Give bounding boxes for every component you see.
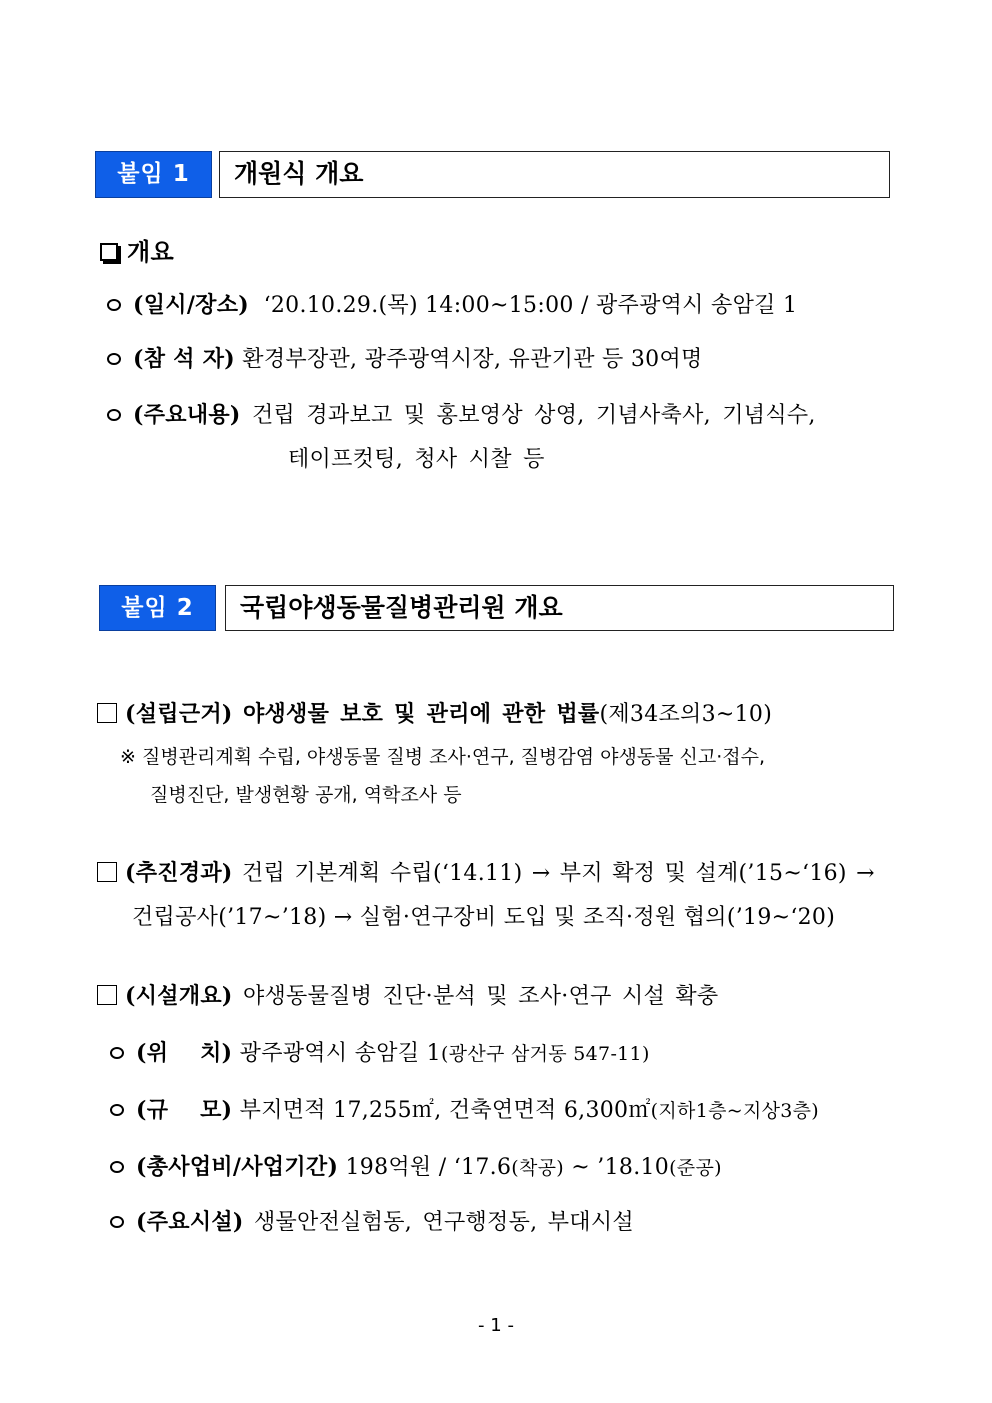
circle-bullet-icon xyxy=(107,409,121,421)
square-bullet-icon xyxy=(97,862,117,882)
circle-bullet-icon xyxy=(107,353,121,365)
sub-text: 광주광역시 송암길 1 xyxy=(239,1041,441,1066)
sub-text-b: ~ ’18.10 xyxy=(563,1155,670,1180)
attachment-tag-2: 붙임 2 xyxy=(99,585,216,631)
list-item xyxy=(107,398,816,429)
facility-sub-item xyxy=(110,1205,634,1236)
circle-bullet-icon xyxy=(110,1047,124,1059)
sub-label: (주요시설) xyxy=(136,1209,244,1235)
attachment-title-2: 국립야생동물질병관리원 개요 xyxy=(225,585,894,631)
circle-bullet-icon xyxy=(110,1161,124,1173)
facility-sub-item xyxy=(110,1150,722,1181)
facility-sub-item xyxy=(110,1093,819,1124)
item-label: (참 석 자) xyxy=(133,346,235,372)
square-bullet-icon xyxy=(97,985,117,1005)
checkbox-square-icon xyxy=(100,243,118,261)
basis-suffix: (제34조의3~10) xyxy=(599,702,773,727)
basis-item xyxy=(97,697,772,728)
basis-note-continued: 질병진단, 발생현황 공개, 역학조사 등 xyxy=(150,784,462,806)
sub-text: 생물안전실험동, 연구행정동, 부대시설 xyxy=(253,1210,634,1235)
facility-label: (시설개요) xyxy=(125,983,233,1009)
sub-note: (착공) xyxy=(511,1157,564,1179)
item-text: 환경부장관, 광주광역시장, 유관기관 등 30여명 xyxy=(242,347,703,372)
sub-label: (위 치) xyxy=(136,1040,233,1066)
basis-text: 야생생물 보호 및 관리에 관한 법률 xyxy=(242,701,600,727)
facility-text: 야생동물질병 진단·분석 및 조사·연구 시설 확충 xyxy=(242,984,719,1009)
sub-note-b: (준공) xyxy=(669,1157,722,1179)
item-text: ‘20.10.29.(목) 14:00~15:00 / 광주광역시 송암길 1 xyxy=(263,293,798,318)
list-item xyxy=(107,288,797,319)
sub-note: (광산구 삼거동 547-11) xyxy=(440,1043,650,1065)
circle-bullet-icon xyxy=(107,299,121,311)
circle-bullet-icon xyxy=(110,1104,124,1116)
list-item xyxy=(107,342,703,373)
item-text-continued: 테이프컷팅, 청사 시찰 등 xyxy=(288,447,545,472)
attachment-tag-1: 붙임 1 xyxy=(95,151,212,198)
sub-text: 198억원 / ‘17.6 xyxy=(345,1155,512,1180)
basis-label: (설립근거) xyxy=(125,701,233,727)
sub-text: 부지면적 17,255㎡, 건축연면적 6,300㎡ xyxy=(239,1098,651,1123)
sub-label: (규 모) xyxy=(136,1097,233,1123)
progress-item xyxy=(97,856,875,887)
circle-bullet-icon xyxy=(110,1216,124,1228)
facility-item xyxy=(97,979,718,1010)
square-bullet-icon xyxy=(97,703,117,723)
sub-label: (총사업비/사업기간) xyxy=(136,1154,339,1180)
attachment-title-1: 개원식 개요 xyxy=(219,151,890,198)
progress-text: 건립 기본계획 수립(‘14.11) → 부지 확정 및 설계(’15~‘16) → xyxy=(241,861,875,886)
section1-heading xyxy=(100,232,174,267)
item-text: 건립 경과보고 및 홍보영상 상영, 기념사축사, 기념식수, xyxy=(251,403,816,428)
facility-sub-item xyxy=(110,1036,650,1067)
heading-text: 개요 xyxy=(127,238,174,266)
basis-note: ※ 질병관리계획 수립, 야생동물 질병 조사·연구, 질병감염 야생동물 신고·접수, xyxy=(120,746,766,768)
page-number: - 1 - xyxy=(478,1315,514,1336)
item-label: (주요내용) xyxy=(133,402,241,428)
progress-label: (추진경과) xyxy=(125,860,233,886)
sub-note: (지하1층~지상3층) xyxy=(650,1100,820,1122)
progress-text-continued: 건립공사(’17~’18) → 실험·연구장비 도입 및 조직·정원 협의(’19~‘20) xyxy=(132,905,836,930)
item-label: (일시/장소) xyxy=(133,292,249,318)
